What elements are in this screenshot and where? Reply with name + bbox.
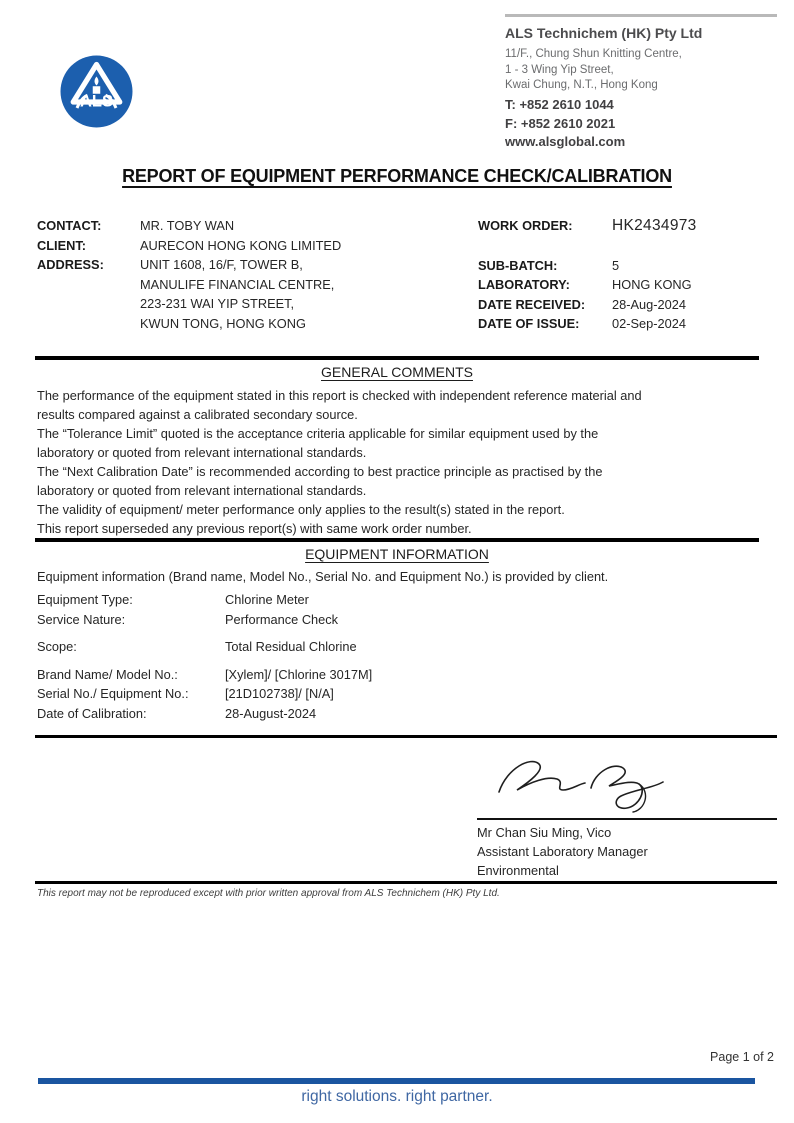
date-of-calibration-row: [35, 704, 759, 724]
date-of-issue-row: [478, 314, 697, 334]
date-of-issue-value: 02-Sep-2024: [612, 316, 686, 332]
client-value: AURECON HONG KONG LIMITED: [140, 237, 342, 253]
signatory-title: Assistant Laboratory Manager: [477, 843, 648, 859]
date-of-issue-label: DATE OF ISSUE:: [478, 316, 580, 332]
service-nature-label: Service Nature:: [37, 611, 126, 627]
address-line: MANULIFE FINANCIAL CENTRE,: [140, 276, 335, 292]
scope-value: Total Residual Chlorine: [225, 639, 357, 655]
company-website: www.alsglobal.com: [505, 133, 626, 149]
section-divider: [35, 735, 777, 738]
brand-model-label: Brand Name/ Model No.:: [37, 666, 178, 682]
contact-label: CONTACT:: [37, 218, 102, 233]
address-label: ADDRESS:: [37, 257, 104, 273]
sub-batch-label: SUB-BATCH:: [478, 257, 558, 273]
equipment-information-heading: EQUIPMENT INFORMATION: [305, 546, 489, 562]
company-address-line: 11/F., Chung Shun Knitting Centre,: [505, 48, 682, 60]
company-address-line: 1 - 3 Wing Yip Street,: [505, 63, 614, 76]
service-nature-row: [35, 610, 759, 630]
date-received-label: DATE RECEIVED:: [478, 296, 586, 312]
equipment-information-section: [35, 538, 759, 724]
client-row: [37, 236, 341, 256]
date-of-calibration-value: 28-August-2024: [225, 705, 317, 721]
comment-line: The “Tolerance Limit” quoted is the acceptance criteria applicable for similar equipment used by the: [37, 426, 599, 441]
signatory-name: Mr Chan Siu Ming, Vico: [477, 825, 612, 840]
sub-batch-row: [478, 256, 697, 276]
equipment-type-row: [35, 590, 759, 610]
company-fax: F: +852 2610 2021: [505, 115, 616, 131]
signatory-department: Environmental: [477, 862, 559, 878]
als-logo-icon: [59, 54, 134, 129]
signature-image: [487, 748, 687, 816]
contact-value: MR. TOBY WAN: [140, 218, 235, 233]
address-line: KWUN TONG, HONG KONG: [140, 315, 306, 331]
serial-equipment-no-label: Serial No./ Equipment No.:: [37, 686, 189, 702]
general-comments-text: [35, 386, 759, 538]
work-order-label: WORK ORDER:: [478, 218, 573, 233]
general-comments-heading: GENERAL COMMENTS: [321, 364, 473, 380]
laboratory-row: [478, 275, 697, 295]
company-block: [505, 14, 777, 149]
date-of-calibration-label: Date of Calibration:: [37, 705, 147, 721]
letterhead-rule: [505, 14, 777, 17]
address-value: [140, 255, 334, 333]
section-divider: [35, 881, 777, 884]
brand-model-value: [Xylem]/ [Chlorine 3017M]: [225, 666, 373, 682]
work-order-row: [478, 216, 697, 236]
report-title: REPORT OF EQUIPMENT PERFORMANCE CHECK/CALIBRATION: [122, 166, 672, 186]
scope-row: [35, 637, 759, 657]
client-info-block: [37, 216, 341, 334]
date-received-row: [478, 295, 697, 315]
contact-row: [37, 216, 341, 236]
comment-line: laboratory or quoted from relevant international standards.: [37, 445, 367, 460]
brand-tagline: right solutions. right partner.: [301, 1088, 493, 1105]
signature-block: [477, 748, 777, 880]
equipment-type-label: Equipment Type:: [37, 592, 133, 607]
comment-line: laboratory or quoted from relevant international standards.: [37, 483, 367, 498]
laboratory-label: LABORATORY:: [478, 277, 570, 293]
equipment-intro: Equipment information (Brand name, Model No., Serial No. and Equipment No.) is provided by client.: [37, 569, 609, 584]
brand-model-row: [35, 665, 759, 685]
client-label: CLIENT:: [37, 237, 87, 253]
company-telephone: T: +852 2610 1044: [505, 96, 614, 112]
order-info-block: [478, 216, 697, 334]
general-comments-section: [35, 356, 759, 538]
service-nature-value: Performance Check: [225, 611, 339, 627]
signature-rule: [477, 818, 777, 820]
comment-line: This report superseded any previous report(s) with same work order number.: [37, 521, 472, 536]
report-footnote: This report may not be reproduced except with prior written approval from ALS Technichem (HK) Pty Ltd.: [37, 888, 500, 899]
comment-line: results compared against a calibrated secondary source.: [37, 407, 358, 422]
address-line: UNIT 1608, 16/F, TOWER B,: [140, 257, 303, 273]
sub-batch-value: 5: [612, 257, 620, 273]
equipment-rows: [35, 590, 759, 724]
footer-brand-bar: [38, 1078, 755, 1084]
laboratory-value: HONG KONG: [612, 277, 692, 293]
serial-equipment-no-row: [35, 684, 759, 704]
comment-line: The “Next Calibration Date” is recommended according to best practice principle as practised by the: [37, 464, 603, 479]
serial-equipment-no-value: [21D102738]/ [N/A]: [225, 686, 334, 702]
address-line: 223-231 WAI YIP STREET,: [140, 296, 295, 312]
comment-line: The performance of the equipment stated in this report is checked with independent reference material and: [37, 388, 642, 403]
als-logo-text: ALS: [80, 92, 113, 111]
company-name: ALS Technichem (HK) Pty Ltd: [505, 25, 703, 41]
scope-label: Scope:: [37, 639, 77, 655]
equipment-type-value: Chlorine Meter: [225, 592, 309, 607]
date-received-value: 28-Aug-2024: [612, 296, 686, 312]
company-address-line: Kwai Chung, N.T., Hong Kong: [505, 79, 658, 91]
address-row: [37, 255, 341, 333]
comment-line: The validity of equipment/ meter performance only applies to the result(s) stated in the report.: [37, 502, 565, 517]
work-order-value: HK2434973: [612, 217, 697, 234]
page-number: Page 1 of 2: [710, 1050, 774, 1064]
